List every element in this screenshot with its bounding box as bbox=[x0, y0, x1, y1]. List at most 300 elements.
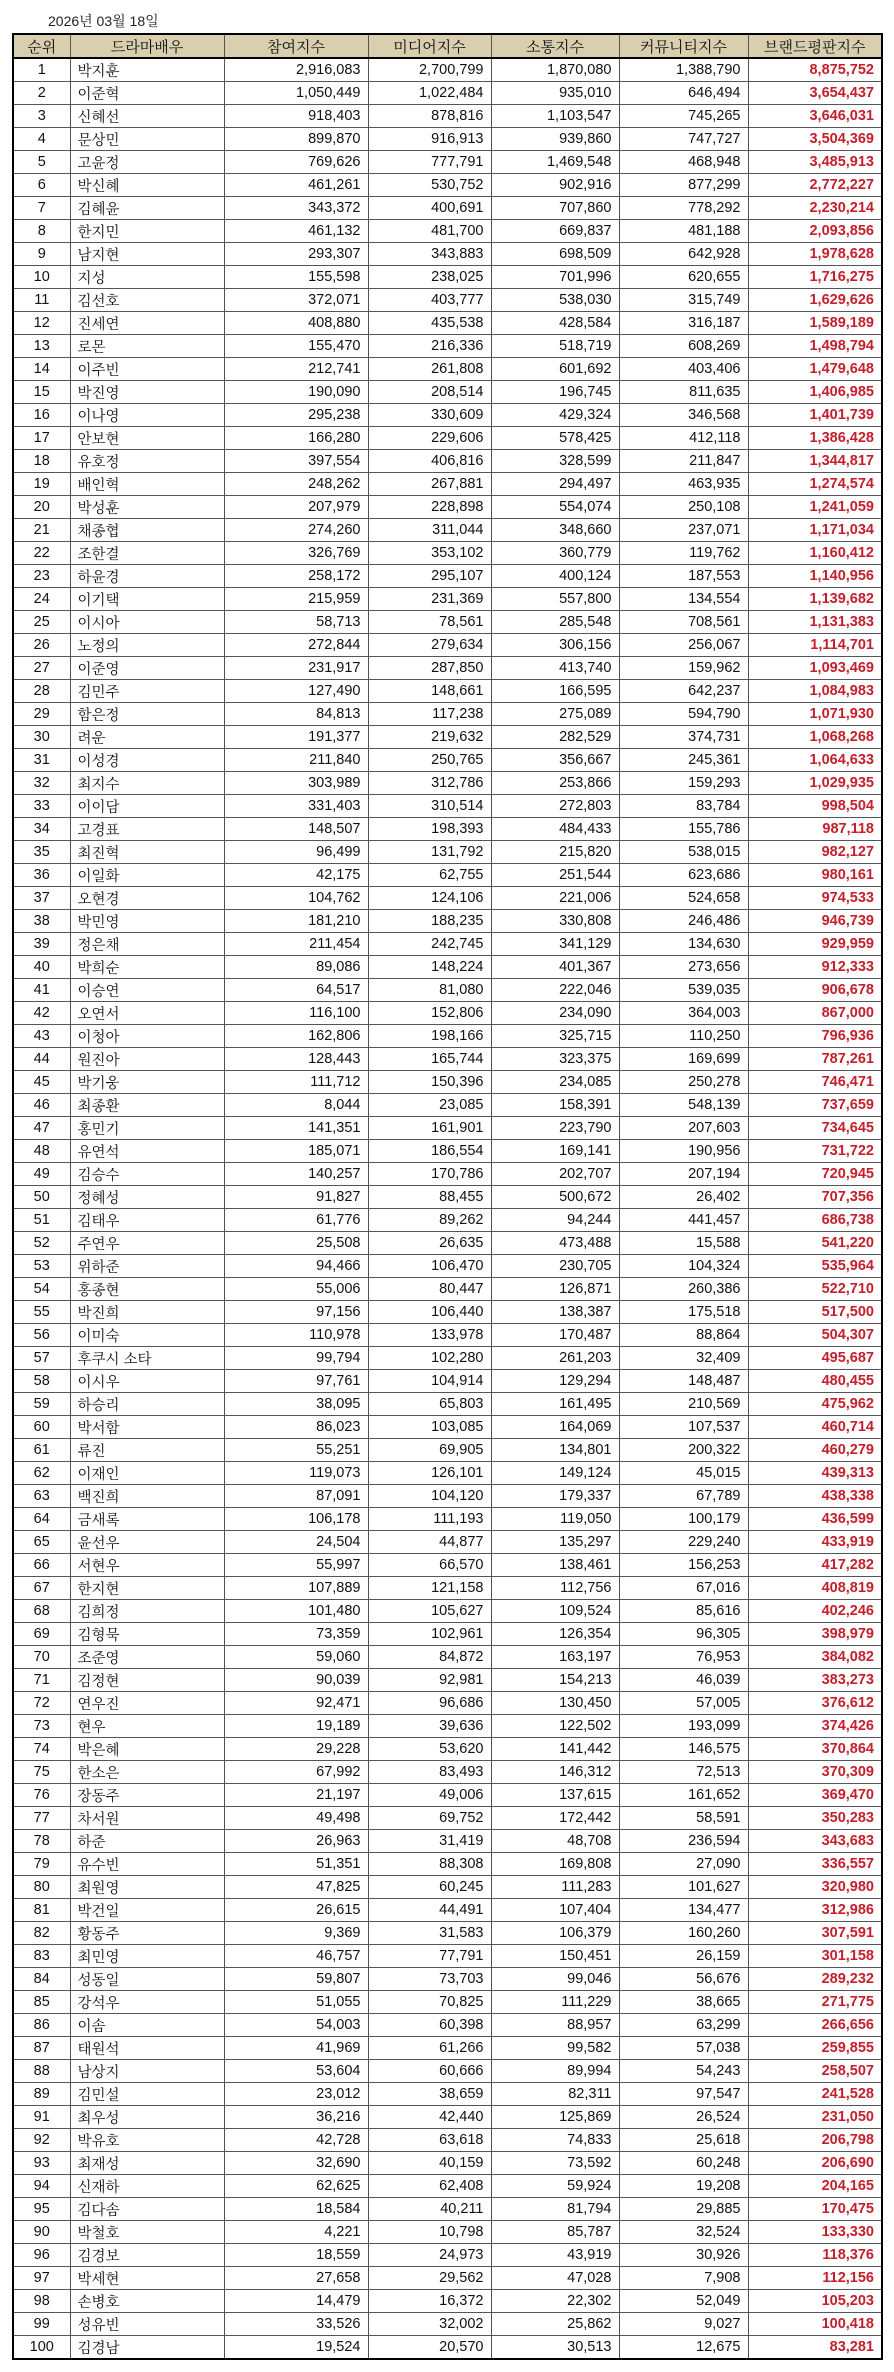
communication-index-cell: 43,919 bbox=[491, 2244, 619, 2267]
communication-index-cell: 348,660 bbox=[491, 519, 619, 542]
brand-reputation-index-cell: 402,246 bbox=[748, 1600, 882, 1623]
rank-cell: 61 bbox=[13, 1439, 70, 1462]
header-participation-index: 참여지수 bbox=[224, 34, 368, 58]
brand-reputation-index-cell: 289,232 bbox=[748, 1968, 882, 1991]
table-row bbox=[13, 1278, 882, 1301]
participation-index-cell: 215,959 bbox=[224, 588, 368, 611]
communication-index-cell: 172,442 bbox=[491, 1807, 619, 1830]
participation-index-cell: 272,844 bbox=[224, 634, 368, 657]
media-index-cell: 10,798 bbox=[368, 2221, 491, 2244]
community-index-cell: 745,265 bbox=[619, 105, 748, 128]
participation-index-cell: 274,260 bbox=[224, 519, 368, 542]
media-index-cell: 49,006 bbox=[368, 1784, 491, 1807]
rank-cell: 88 bbox=[13, 2060, 70, 2083]
brand-reputation-index-cell: 3,654,437 bbox=[748, 82, 882, 105]
media-index-cell: 106,470 bbox=[368, 1255, 491, 1278]
rank-cell: 28 bbox=[13, 680, 70, 703]
communication-index-cell: 902,916 bbox=[491, 174, 619, 197]
table-row bbox=[13, 1370, 882, 1393]
brand-reputation-index-cell: 206,798 bbox=[748, 2129, 882, 2152]
actor-name-cell: 류진 bbox=[70, 1439, 224, 1462]
communication-index-cell: 126,354 bbox=[491, 1623, 619, 1646]
actor-name-cell: 유연석 bbox=[70, 1140, 224, 1163]
actor-name-cell: 남상지 bbox=[70, 2060, 224, 2083]
participation-index-cell: 211,454 bbox=[224, 933, 368, 956]
actor-name-cell: 김형묵 bbox=[70, 1623, 224, 1646]
community-index-cell: 229,240 bbox=[619, 1531, 748, 1554]
media-index-cell: 31,583 bbox=[368, 1922, 491, 1945]
community-index-cell: 146,575 bbox=[619, 1738, 748, 1761]
table-row bbox=[13, 427, 882, 450]
communication-index-cell: 473,488 bbox=[491, 1232, 619, 1255]
table-row bbox=[13, 1347, 882, 1370]
community-index-cell: 54,243 bbox=[619, 2060, 748, 2083]
table-row bbox=[13, 1255, 882, 1278]
actor-name-cell: 려운 bbox=[70, 726, 224, 749]
media-index-cell: 353,102 bbox=[368, 542, 491, 565]
table-row bbox=[13, 1715, 882, 1738]
communication-index-cell: 557,800 bbox=[491, 588, 619, 611]
actor-name-cell: 성동일 bbox=[70, 1968, 224, 1991]
communication-index-cell: 328,599 bbox=[491, 450, 619, 473]
brand-reputation-index-cell: 376,612 bbox=[748, 1692, 882, 1715]
brand-reputation-index-cell: 369,470 bbox=[748, 1784, 882, 1807]
participation-index-cell: 18,584 bbox=[224, 2198, 368, 2221]
actor-name-cell: 남지현 bbox=[70, 243, 224, 266]
communication-index-cell: 163,197 bbox=[491, 1646, 619, 1669]
table-row bbox=[13, 1761, 882, 1784]
rank-cell: 54 bbox=[13, 1278, 70, 1301]
actor-name-cell: 이준혁 bbox=[70, 82, 224, 105]
participation-index-cell: 155,470 bbox=[224, 335, 368, 358]
communication-index-cell: 234,085 bbox=[491, 1071, 619, 1094]
rank-cell: 47 bbox=[13, 1117, 70, 1140]
actor-name-cell: 로몬 bbox=[70, 335, 224, 358]
communication-index-cell: 429,324 bbox=[491, 404, 619, 427]
brand-reputation-index-cell: 320,980 bbox=[748, 1876, 882, 1899]
rank-cell: 30 bbox=[13, 726, 70, 749]
actor-name-cell: 박성훈 bbox=[70, 496, 224, 519]
communication-index-cell: 360,779 bbox=[491, 542, 619, 565]
communication-index-cell: 518,719 bbox=[491, 335, 619, 358]
table-row bbox=[13, 1853, 882, 1876]
media-index-cell: 124,106 bbox=[368, 887, 491, 910]
table-row bbox=[13, 703, 882, 726]
community-index-cell: 364,003 bbox=[619, 1002, 748, 1025]
rank-cell: 82 bbox=[13, 1922, 70, 1945]
brand-reputation-index-cell: 1,274,574 bbox=[748, 473, 882, 496]
community-index-cell: 26,402 bbox=[619, 1186, 748, 1209]
table-row bbox=[13, 58, 882, 82]
table-row bbox=[13, 1646, 882, 1669]
brand-reputation-index-cell: 522,710 bbox=[748, 1278, 882, 1301]
community-index-cell: 76,953 bbox=[619, 1646, 748, 1669]
media-index-cell: 23,085 bbox=[368, 1094, 491, 1117]
table-row bbox=[13, 1899, 882, 1922]
media-index-cell: 148,224 bbox=[368, 956, 491, 979]
rank-cell: 26 bbox=[13, 634, 70, 657]
table-row bbox=[13, 1830, 882, 1853]
brand-reputation-index-cell: 987,118 bbox=[748, 818, 882, 841]
table-row bbox=[13, 1692, 882, 1715]
table-row bbox=[13, 2267, 882, 2290]
participation-index-cell: 67,992 bbox=[224, 1761, 368, 1784]
community-index-cell: 193,099 bbox=[619, 1715, 748, 1738]
table-row bbox=[13, 588, 882, 611]
table-row bbox=[13, 358, 882, 381]
brand-reputation-index-cell: 1,401,739 bbox=[748, 404, 882, 427]
actor-name-cell: 위하준 bbox=[70, 1255, 224, 1278]
media-index-cell: 208,514 bbox=[368, 381, 491, 404]
rank-cell: 12 bbox=[13, 312, 70, 335]
participation-index-cell: 42,728 bbox=[224, 2129, 368, 2152]
actor-name-cell: 주연우 bbox=[70, 1232, 224, 1255]
table-row bbox=[13, 312, 882, 335]
brand-reputation-index-cell: 1,068,268 bbox=[748, 726, 882, 749]
rank-cell: 90 bbox=[13, 2221, 70, 2244]
rank-cell: 48 bbox=[13, 1140, 70, 1163]
rank-cell: 25 bbox=[13, 611, 70, 634]
communication-index-cell: 341,129 bbox=[491, 933, 619, 956]
community-index-cell: 200,322 bbox=[619, 1439, 748, 1462]
brand-reputation-index-cell: 2,230,214 bbox=[748, 197, 882, 220]
rank-cell: 70 bbox=[13, 1646, 70, 1669]
table-row bbox=[13, 1324, 882, 1347]
actor-name-cell: 박기웅 bbox=[70, 1071, 224, 1094]
community-index-cell: 316,187 bbox=[619, 312, 748, 335]
table-row bbox=[13, 335, 882, 358]
participation-index-cell: 97,156 bbox=[224, 1301, 368, 1324]
media-index-cell: 295,107 bbox=[368, 565, 491, 588]
actor-name-cell: 조한결 bbox=[70, 542, 224, 565]
communication-index-cell: 74,833 bbox=[491, 2129, 619, 2152]
communication-index-cell: 126,871 bbox=[491, 1278, 619, 1301]
table-row bbox=[13, 220, 882, 243]
rank-cell: 60 bbox=[13, 1416, 70, 1439]
participation-index-cell: 461,132 bbox=[224, 220, 368, 243]
rank-cell: 24 bbox=[13, 588, 70, 611]
community-index-cell: 260,386 bbox=[619, 1278, 748, 1301]
table-row bbox=[13, 1117, 882, 1140]
brand-reputation-index-cell: 100,418 bbox=[748, 2313, 882, 2336]
brand-reputation-index-cell: 312,986 bbox=[748, 1899, 882, 1922]
media-index-cell: 69,905 bbox=[368, 1439, 491, 1462]
communication-index-cell: 154,213 bbox=[491, 1669, 619, 1692]
brand-reputation-index-cell: 980,161 bbox=[748, 864, 882, 887]
media-index-cell: 42,440 bbox=[368, 2106, 491, 2129]
actor-name-cell: 이시아 bbox=[70, 611, 224, 634]
actor-name-cell: 손병호 bbox=[70, 2290, 224, 2313]
media-index-cell: 39,636 bbox=[368, 1715, 491, 1738]
rank-cell: 49 bbox=[13, 1163, 70, 1186]
actor-name-cell: 박지훈 bbox=[70, 58, 224, 82]
communication-index-cell: 202,707 bbox=[491, 1163, 619, 1186]
communication-index-cell: 161,495 bbox=[491, 1393, 619, 1416]
participation-index-cell: 38,095 bbox=[224, 1393, 368, 1416]
participation-index-cell: 29,228 bbox=[224, 1738, 368, 1761]
community-index-cell: 169,699 bbox=[619, 1048, 748, 1071]
table-row bbox=[13, 1577, 882, 1600]
media-index-cell: 88,455 bbox=[368, 1186, 491, 1209]
actor-name-cell: 최종환 bbox=[70, 1094, 224, 1117]
rank-cell: 37 bbox=[13, 887, 70, 910]
media-index-cell: 310,514 bbox=[368, 795, 491, 818]
community-index-cell: 642,928 bbox=[619, 243, 748, 266]
community-index-cell: 273,656 bbox=[619, 956, 748, 979]
actor-name-cell: 오현경 bbox=[70, 887, 224, 910]
media-index-cell: 53,620 bbox=[368, 1738, 491, 1761]
table-row bbox=[13, 2175, 882, 2198]
actor-name-cell: 이성경 bbox=[70, 749, 224, 772]
table-row bbox=[13, 2336, 882, 2360]
media-index-cell: 62,755 bbox=[368, 864, 491, 887]
brand-reputation-index-cell: 707,356 bbox=[748, 1186, 882, 1209]
rank-cell: 69 bbox=[13, 1623, 70, 1646]
community-index-cell: 32,524 bbox=[619, 2221, 748, 2244]
participation-index-cell: 918,403 bbox=[224, 105, 368, 128]
rank-cell: 36 bbox=[13, 864, 70, 887]
community-index-cell: 441,457 bbox=[619, 1209, 748, 1232]
community-index-cell: 245,361 bbox=[619, 749, 748, 772]
communication-index-cell: 88,957 bbox=[491, 2014, 619, 2037]
table-row bbox=[13, 1048, 882, 1071]
communication-index-cell: 601,692 bbox=[491, 358, 619, 381]
participation-index-cell: 769,626 bbox=[224, 151, 368, 174]
actor-name-cell: 박건일 bbox=[70, 1899, 224, 1922]
communication-index-cell: 1,469,548 bbox=[491, 151, 619, 174]
media-index-cell: 228,898 bbox=[368, 496, 491, 519]
communication-index-cell: 47,028 bbox=[491, 2267, 619, 2290]
actor-name-cell: 이준영 bbox=[70, 657, 224, 680]
rank-cell: 91 bbox=[13, 2106, 70, 2129]
rank-cell: 72 bbox=[13, 1692, 70, 1715]
table-row bbox=[13, 1209, 882, 1232]
community-index-cell: 594,790 bbox=[619, 703, 748, 726]
brand-reputation-index-cell: 1,716,275 bbox=[748, 266, 882, 289]
table-row bbox=[13, 2290, 882, 2313]
communication-index-cell: 94,244 bbox=[491, 1209, 619, 1232]
table-row bbox=[13, 1025, 882, 1048]
media-index-cell: 60,398 bbox=[368, 2014, 491, 2037]
participation-index-cell: 19,524 bbox=[224, 2336, 368, 2360]
actor-name-cell: 하윤경 bbox=[70, 565, 224, 588]
participation-index-cell: 207,979 bbox=[224, 496, 368, 519]
actor-name-cell: 박철호 bbox=[70, 2221, 224, 2244]
brand-reputation-index-cell: 495,687 bbox=[748, 1347, 882, 1370]
rank-cell: 18 bbox=[13, 450, 70, 473]
media-index-cell: 61,266 bbox=[368, 2037, 491, 2060]
actor-name-cell: 윤선우 bbox=[70, 1531, 224, 1554]
rank-cell: 71 bbox=[13, 1669, 70, 1692]
brand-reputation-index-cell: 867,000 bbox=[748, 1002, 882, 1025]
community-index-cell: 778,292 bbox=[619, 197, 748, 220]
participation-index-cell: 18,559 bbox=[224, 2244, 368, 2267]
rank-cell: 74 bbox=[13, 1738, 70, 1761]
rank-cell: 53 bbox=[13, 1255, 70, 1278]
table-row bbox=[13, 2129, 882, 2152]
participation-index-cell: 62,625 bbox=[224, 2175, 368, 2198]
participation-index-cell: 185,071 bbox=[224, 1140, 368, 1163]
community-index-cell: 250,278 bbox=[619, 1071, 748, 1094]
actor-name-cell: 이기택 bbox=[70, 588, 224, 611]
media-index-cell: 69,752 bbox=[368, 1807, 491, 1830]
actor-name-cell: 최재성 bbox=[70, 2152, 224, 2175]
actor-name-cell: 황동주 bbox=[70, 1922, 224, 1945]
table-row bbox=[13, 1922, 882, 1945]
media-index-cell: 26,635 bbox=[368, 1232, 491, 1255]
participation-index-cell: 191,377 bbox=[224, 726, 368, 749]
media-index-cell: 70,825 bbox=[368, 1991, 491, 2014]
rank-cell: 100 bbox=[13, 2336, 70, 2360]
actor-name-cell: 박세현 bbox=[70, 2267, 224, 2290]
brand-reputation-index-cell: 336,557 bbox=[748, 1853, 882, 1876]
table-row bbox=[13, 1485, 882, 1508]
community-index-cell: 9,027 bbox=[619, 2313, 748, 2336]
media-index-cell: 31,419 bbox=[368, 1830, 491, 1853]
actor-name-cell: 이청아 bbox=[70, 1025, 224, 1048]
actor-name-cell: 김민주 bbox=[70, 680, 224, 703]
participation-index-cell: 58,713 bbox=[224, 611, 368, 634]
community-index-cell: 83,784 bbox=[619, 795, 748, 818]
community-index-cell: 134,554 bbox=[619, 588, 748, 611]
rank-cell: 13 bbox=[13, 335, 70, 358]
media-index-cell: 267,881 bbox=[368, 473, 491, 496]
brand-reputation-index-cell: 1,386,428 bbox=[748, 427, 882, 450]
participation-index-cell: 148,507 bbox=[224, 818, 368, 841]
participation-index-cell: 53,604 bbox=[224, 2060, 368, 2083]
media-index-cell: 92,981 bbox=[368, 1669, 491, 1692]
communication-index-cell: 230,705 bbox=[491, 1255, 619, 1278]
community-index-cell: 346,568 bbox=[619, 404, 748, 427]
table-row bbox=[13, 1393, 882, 1416]
communication-index-cell: 701,996 bbox=[491, 266, 619, 289]
media-index-cell: 188,235 bbox=[368, 910, 491, 933]
actor-name-cell: 한소은 bbox=[70, 1761, 224, 1784]
brand-reputation-index-cell: 541,220 bbox=[748, 1232, 882, 1255]
participation-index-cell: 41,969 bbox=[224, 2037, 368, 2060]
actor-name-cell: 노정의 bbox=[70, 634, 224, 657]
actor-name-cell: 서현우 bbox=[70, 1554, 224, 1577]
actor-name-cell: 하준 bbox=[70, 1830, 224, 1853]
communication-index-cell: 222,046 bbox=[491, 979, 619, 1002]
actor-name-cell: 정은채 bbox=[70, 933, 224, 956]
brand-reputation-index-cell: 8,875,752 bbox=[748, 58, 882, 82]
media-index-cell: 83,493 bbox=[368, 1761, 491, 1784]
rank-cell: 4 bbox=[13, 128, 70, 151]
table-row bbox=[13, 887, 882, 910]
community-index-cell: 26,524 bbox=[619, 2106, 748, 2129]
participation-index-cell: 25,508 bbox=[224, 1232, 368, 1255]
actor-name-cell: 현우 bbox=[70, 1715, 224, 1738]
participation-index-cell: 47,825 bbox=[224, 1876, 368, 1899]
brand-reputation-index-cell: 1,241,059 bbox=[748, 496, 882, 519]
brand-reputation-index-cell: 460,279 bbox=[748, 1439, 882, 1462]
participation-index-cell: 397,554 bbox=[224, 450, 368, 473]
rank-cell: 7 bbox=[13, 197, 70, 220]
brand-reputation-index-cell: 746,471 bbox=[748, 1071, 882, 1094]
communication-index-cell: 135,297 bbox=[491, 1531, 619, 1554]
media-index-cell: 104,120 bbox=[368, 1485, 491, 1508]
community-index-cell: 160,260 bbox=[619, 1922, 748, 1945]
communication-index-cell: 122,502 bbox=[491, 1715, 619, 1738]
participation-index-cell: 331,403 bbox=[224, 795, 368, 818]
communication-index-cell: 99,582 bbox=[491, 2037, 619, 2060]
community-index-cell: 463,935 bbox=[619, 473, 748, 496]
rank-cell: 99 bbox=[13, 2313, 70, 2336]
table-row bbox=[13, 381, 882, 404]
communication-index-cell: 538,030 bbox=[491, 289, 619, 312]
rank-cell: 64 bbox=[13, 1508, 70, 1531]
rank-cell: 94 bbox=[13, 2175, 70, 2198]
communication-index-cell: 179,337 bbox=[491, 1485, 619, 1508]
media-index-cell: 29,562 bbox=[368, 2267, 491, 2290]
participation-index-cell: 87,091 bbox=[224, 1485, 368, 1508]
header-row bbox=[13, 34, 882, 58]
participation-index-cell: 24,504 bbox=[224, 1531, 368, 1554]
actor-name-cell: 박신혜 bbox=[70, 174, 224, 197]
actor-name-cell: 문상민 bbox=[70, 128, 224, 151]
rank-cell: 56 bbox=[13, 1324, 70, 1347]
brand-reputation-index-cell: 1,498,794 bbox=[748, 335, 882, 358]
communication-index-cell: 59,924 bbox=[491, 2175, 619, 2198]
rank-cell: 44 bbox=[13, 1048, 70, 1071]
rank-cell: 98 bbox=[13, 2290, 70, 2313]
brand-reputation-index-cell: 720,945 bbox=[748, 1163, 882, 1186]
participation-index-cell: 293,307 bbox=[224, 243, 368, 266]
table-row bbox=[13, 1784, 882, 1807]
table-row bbox=[13, 1554, 882, 1577]
media-index-cell: 84,872 bbox=[368, 1646, 491, 1669]
brand-reputation-index-cell: 929,959 bbox=[748, 933, 882, 956]
communication-index-cell: 275,089 bbox=[491, 703, 619, 726]
community-index-cell: 60,248 bbox=[619, 2152, 748, 2175]
participation-index-cell: 326,769 bbox=[224, 542, 368, 565]
brand-reputation-index-cell: 374,426 bbox=[748, 1715, 882, 1738]
participation-index-cell: 89,086 bbox=[224, 956, 368, 979]
brand-reputation-index-cell: 259,855 bbox=[748, 2037, 882, 2060]
table-row bbox=[13, 1439, 882, 1462]
rank-cell: 57 bbox=[13, 1347, 70, 1370]
actor-name-cell: 이이담 bbox=[70, 795, 224, 818]
table-row bbox=[13, 105, 882, 128]
brand-reputation-index-cell: 480,455 bbox=[748, 1370, 882, 1393]
rank-cell: 67 bbox=[13, 1577, 70, 1600]
communication-index-cell: 119,050 bbox=[491, 1508, 619, 1531]
participation-index-cell: 2,916,083 bbox=[224, 58, 368, 82]
media-index-cell: 80,447 bbox=[368, 1278, 491, 1301]
community-index-cell: 32,409 bbox=[619, 1347, 748, 1370]
communication-index-cell: 939,860 bbox=[491, 128, 619, 151]
communication-index-cell: 698,509 bbox=[491, 243, 619, 266]
community-index-cell: 155,786 bbox=[619, 818, 748, 841]
actor-name-cell: 박진영 bbox=[70, 381, 224, 404]
rank-cell: 41 bbox=[13, 979, 70, 1002]
participation-index-cell: 4,221 bbox=[224, 2221, 368, 2244]
media-index-cell: 81,080 bbox=[368, 979, 491, 1002]
rank-cell: 34 bbox=[13, 818, 70, 841]
communication-index-cell: 138,461 bbox=[491, 1554, 619, 1577]
rank-cell: 96 bbox=[13, 2244, 70, 2267]
actor-name-cell: 신혜선 bbox=[70, 105, 224, 128]
community-index-cell: 207,603 bbox=[619, 1117, 748, 1140]
table-row bbox=[13, 634, 882, 657]
community-index-cell: 110,250 bbox=[619, 1025, 748, 1048]
table-row bbox=[13, 2221, 882, 2244]
communication-index-cell: 81,794 bbox=[491, 2198, 619, 2221]
media-index-cell: 242,745 bbox=[368, 933, 491, 956]
table-row bbox=[13, 243, 882, 266]
communication-index-cell: 107,404 bbox=[491, 1899, 619, 1922]
